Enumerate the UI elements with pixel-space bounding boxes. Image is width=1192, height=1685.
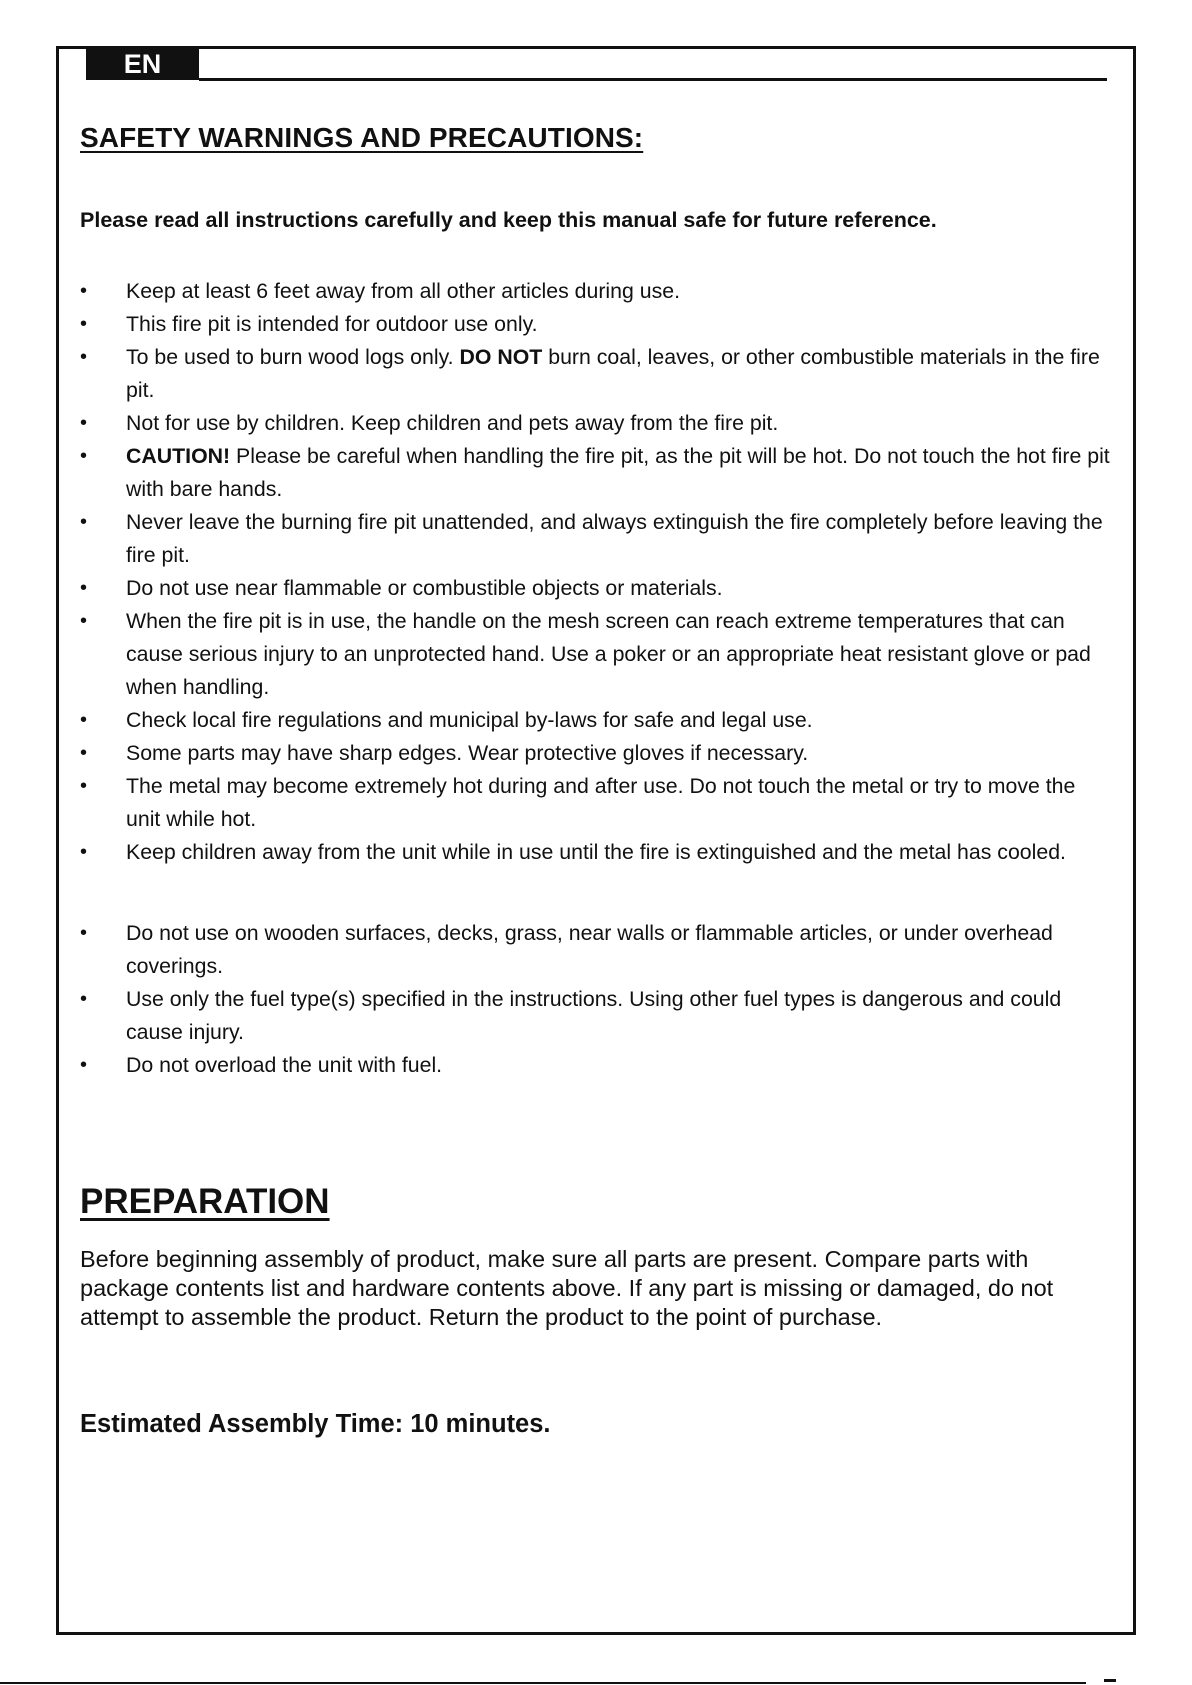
safety-item: • Keep at least 6 feet away from all other articles during use. <box>80 275 1110 308</box>
safety-list <box>80 275 1110 1082</box>
assembly-time: Estimated Assembly Time: 10 minutes. <box>80 1410 551 1438</box>
preparation-title: PREPARATION <box>80 1182 330 1221</box>
safety-intro: Please read all instructions carefully and keep this manual safe for future reference. <box>80 208 937 232</box>
do-not-emphasis: DO NOT <box>459 345 543 369</box>
safety-item: • CAUTION! Please be careful when handling the fire pit, as the pit will be hot. Do not touch the hot fire pit with bare hands. <box>80 440 1110 506</box>
safety-item: • Check local fire regulations and municipal by-laws for safe and legal use. <box>80 704 1110 737</box>
safety-item: • The metal may become extremely hot during and after use. Do not touch the metal or try to move the unit while hot. <box>80 770 1110 836</box>
footer-mark <box>1104 1679 1116 1682</box>
safety-item: • When the fire pit is in use, the handle on the mesh screen can reach extreme temperatures that can cause serious injury to an unprotected hand. Use a poker or an appropriate heat resistant glove or pad when handling. <box>80 605 1110 704</box>
safety-item: • Keep children away from the unit while in use until the fire is extinguished and the metal has cooled. <box>80 836 1110 869</box>
safety-item: • Never leave the burning fire pit unattended, and always extinguish the fire completely before leaving the fire pit. <box>80 506 1110 572</box>
safety-item: • Some parts may have sharp edges. Wear protective gloves if necessary. <box>80 737 1110 770</box>
safety-item: • This fire pit is intended for outdoor use only. <box>80 308 1110 341</box>
preparation-text: Before beginning assembly of product, make sure all parts are present. Compare parts with package contents list and hardware contents above. If any part is missing or damaged, do not attempt to assemble the product. Return the product to the point of purchase. <box>80 1246 1054 1330</box>
header-rule <box>199 78 1107 81</box>
safety-item: • Not for use by children. Keep children and pets away from the fire pit. <box>80 407 1110 440</box>
caution-emphasis: CAUTION! <box>126 444 231 468</box>
safety-title: SAFETY WARNINGS AND PRECAUTIONS: <box>80 122 644 153</box>
safety-item: • Use only the fuel type(s) specified in the instructions. Using other fuel types is dangerous and could cause injury. <box>80 983 1110 1049</box>
safety-item: • Do not overload the unit with fuel. <box>80 1049 1110 1082</box>
safety-item: • Do not use near flammable or combustible objects or materials. <box>80 572 1110 605</box>
safety-item: • To be used to burn wood logs only. DO NOT burn coal, leaves, or other combustible materials in the fire pit. <box>80 341 1110 407</box>
language-tab: EN <box>86 49 199 80</box>
footer-rule <box>0 1682 1086 1684</box>
safety-item: • Do not use on wooden surfaces, decks, grass, near walls or flammable articles, or under overhead coverings. <box>80 917 1110 983</box>
